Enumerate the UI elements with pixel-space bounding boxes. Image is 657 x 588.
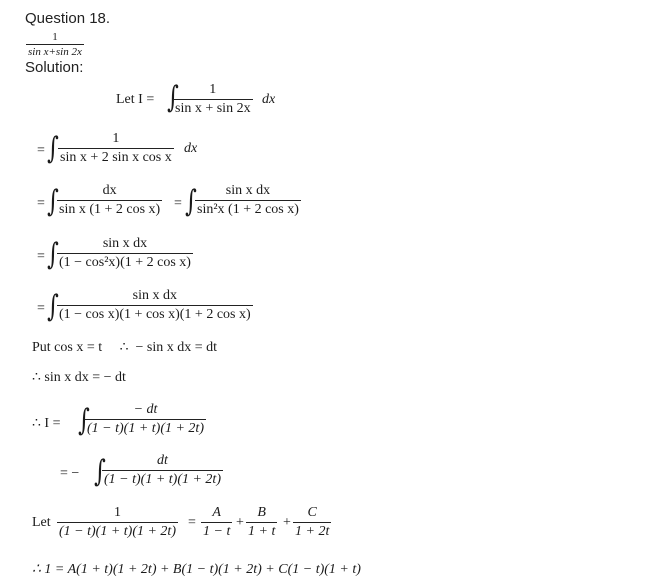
integral-sign: ∫	[46, 289, 59, 324]
pf-a-numerator: A	[212, 505, 221, 520]
integral-sign: ∫	[77, 403, 90, 438]
integral-sign: ∫	[46, 184, 59, 219]
problem-denominator: sin x+sin 2x	[28, 46, 82, 58]
partial-fraction-b	[246, 505, 277, 540]
step3b-denominator: sin²x (1 + 2 cos x)	[197, 202, 299, 217]
equals-sign: =	[37, 301, 45, 316]
step3-fraction-a	[57, 183, 162, 218]
step3b-numerator: sin x dx	[225, 183, 271, 198]
final-identity: ∴ 1 = A(1 + t)(1 + 2t) + B(1 − t)(1 + 2t) + C(1 − t)(1 + t)	[32, 562, 361, 577]
step2-numerator: 1	[112, 131, 120, 146]
step3a-numerator: dx	[102, 183, 117, 198]
step4-fraction	[57, 236, 193, 271]
plus-sign: +	[283, 515, 291, 530]
step6-fraction	[85, 402, 206, 437]
plus-sign: +	[236, 515, 244, 530]
step3a-denominator: sin x (1 + 2 cos x)	[59, 202, 161, 217]
pf-b-numerator: B	[257, 505, 266, 520]
partial-fraction-a	[201, 505, 232, 540]
pf-b-denominator: 1 + t	[248, 524, 276, 539]
step5-denominator: (1 − cos x)(1 + cos x)(1 + 2 cos x)	[59, 307, 251, 322]
step6-numerator: − dt	[133, 402, 158, 417]
pf-c-numerator: C	[307, 505, 317, 520]
pf-c-denominator: 1 + 2t	[295, 524, 330, 539]
step2-dx: dx	[184, 141, 198, 156]
step3-fraction-b	[195, 183, 301, 218]
integral-sign: ∫	[46, 237, 59, 272]
equals-sign: =	[37, 249, 45, 264]
equals-sign: =	[37, 196, 45, 211]
step2-fraction	[58, 131, 174, 166]
step1-prefix: Let I =	[116, 92, 155, 107]
step6-prefix: ∴ I =	[32, 416, 61, 431]
step7-fraction	[102, 453, 223, 488]
step4-numerator: sin x dx	[102, 236, 148, 251]
substitution-line: Put cos x = t ∴ − sin x dx = dt	[32, 340, 218, 355]
partial-fraction-lhs	[57, 505, 178, 540]
integral-sign: ∫	[184, 184, 197, 219]
step1-denominator: sin x + sin 2x	[175, 101, 251, 116]
pf-numerator: 1	[113, 505, 121, 520]
problem-fraction	[26, 31, 84, 58]
equals-sign: =	[174, 196, 182, 211]
step4-denominator: (1 − cos²x)(1 + 2 cos x)	[59, 255, 191, 270]
step7-numerator: dt	[157, 453, 168, 468]
step7-prefix: = −	[60, 466, 80, 481]
step1-fraction	[173, 82, 253, 117]
pf-a-denominator: 1 − t	[203, 524, 231, 539]
integral-sign: ∫	[46, 131, 59, 166]
question-heading: Question 18.	[25, 10, 111, 27]
integral-sign: ∫	[166, 80, 179, 115]
solution-heading: Solution:	[25, 59, 84, 76]
partial-fraction-c	[293, 505, 331, 540]
step7-denominator: (1 − t)(1 + t)(1 + 2t)	[104, 472, 221, 487]
step1-numerator: 1	[209, 82, 217, 97]
step1-dx: dx	[262, 92, 276, 107]
step2-denominator: sin x + 2 sin x cos x	[60, 150, 172, 165]
step5-numerator: sin x dx	[132, 288, 177, 303]
problem-numerator: 1	[52, 31, 58, 43]
integral-sign: ∫	[93, 454, 106, 489]
therefore-line: ∴ sin x dx = − dt	[32, 370, 126, 385]
step6-denominator: (1 − t)(1 + t)(1 + 2t)	[87, 421, 204, 436]
equals-sign: =	[188, 515, 196, 530]
equals-sign: =	[37, 143, 45, 158]
step5-fraction	[57, 288, 253, 323]
pf-denominator: (1 − t)(1 + t)(1 + 2t)	[59, 524, 176, 539]
let-label: Let	[32, 515, 51, 530]
